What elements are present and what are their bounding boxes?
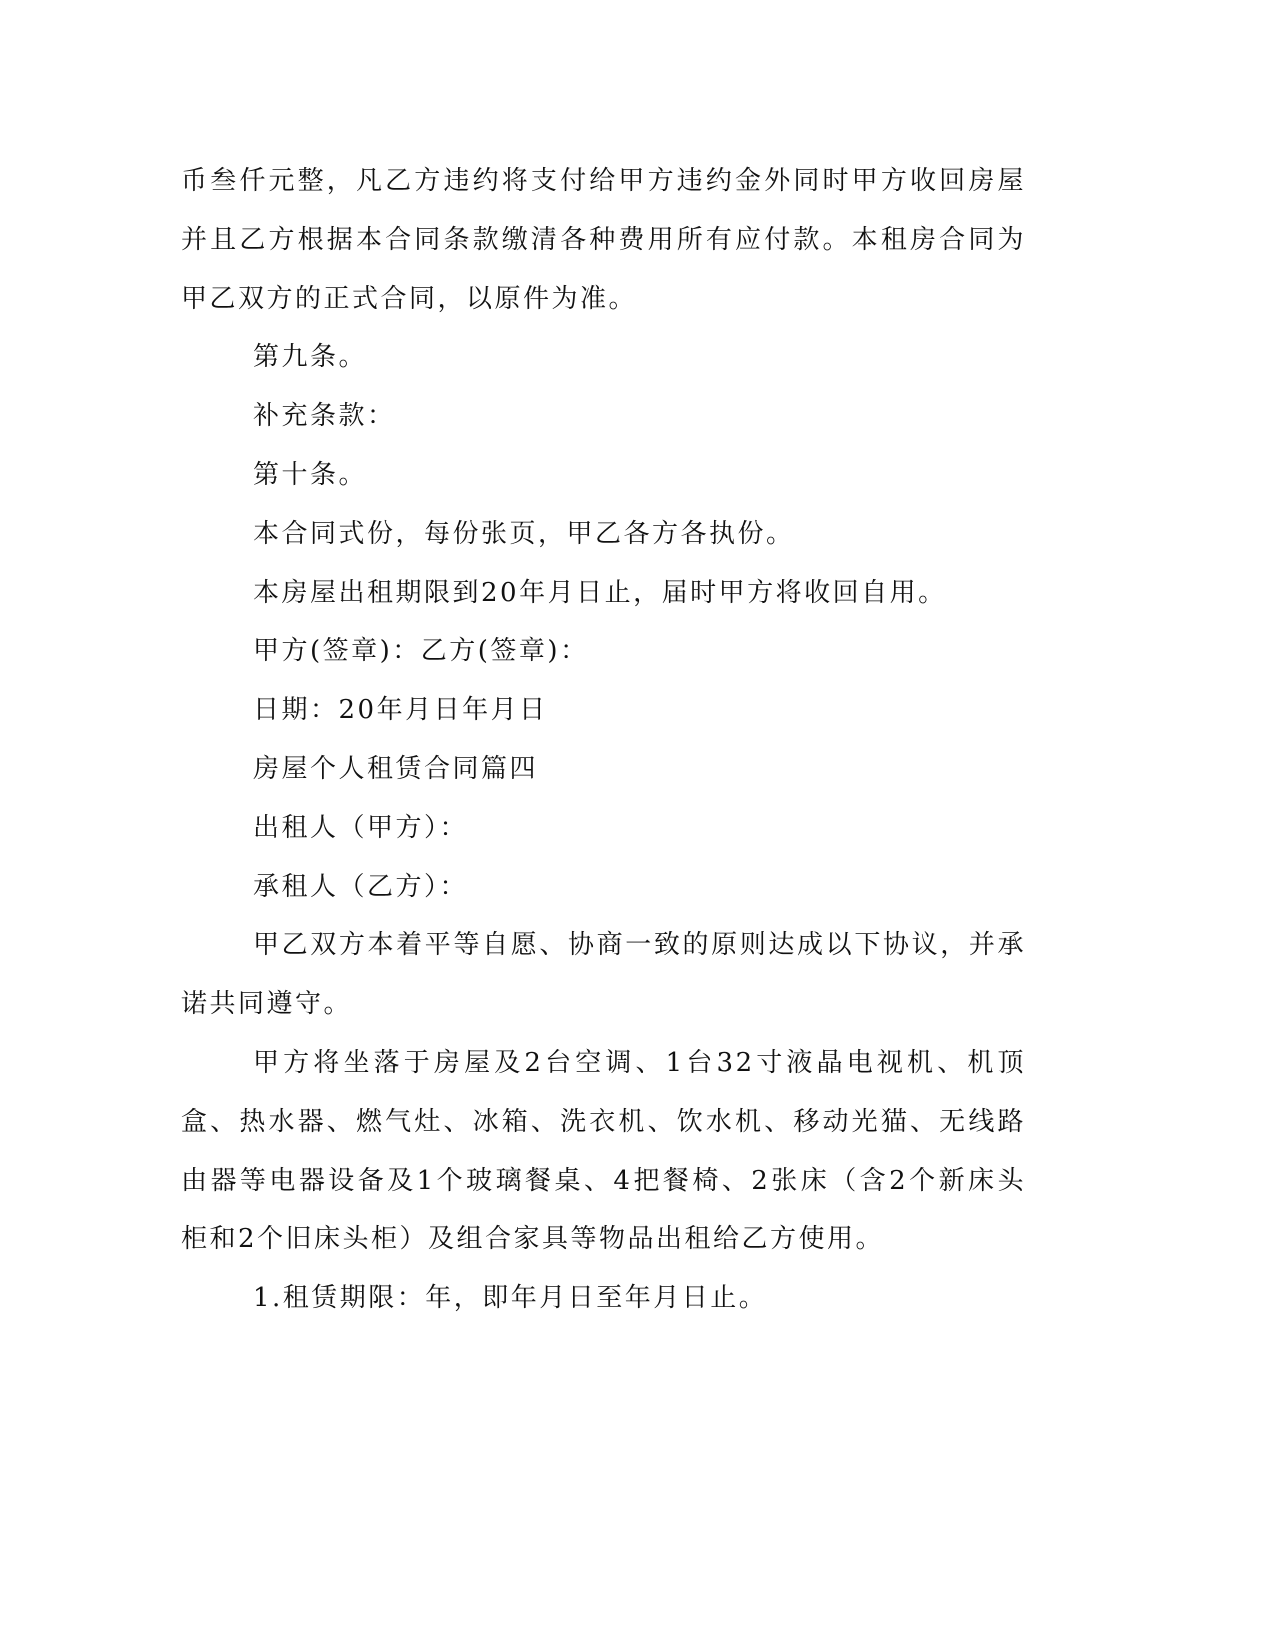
- paragraph-lease-term: 1.租赁期限：年，即年月日至年月日止。: [253, 1283, 768, 1314]
- paragraph-date: 日期：20年月日年月日: [253, 695, 548, 726]
- paragraph-penalty-clause: 币叁仟元整，凡乙方违约将支付给甲方违约金外同时甲方收回房屋并且乙方根据本合同条款缴清各种费用所有应付款。本租房合同为甲乙双方的正式合同，以原件为准。: [181, 166, 1026, 314]
- paragraph-lessee: 承租人（乙方）：: [253, 871, 469, 902]
- paragraph-article-10: 第十条。: [253, 459, 368, 490]
- paragraph-copies: 本合同式份，每份张页，甲乙各方各执份。: [253, 518, 795, 549]
- paragraph-signatures: 甲方(签章)：乙方(签章)：: [253, 636, 589, 667]
- paragraph-lease-end: 本房屋出租期限到20年月日止，届时甲方将收回自用。: [253, 577, 947, 608]
- paragraph-supplementary-terms: 补充条款：: [253, 401, 396, 432]
- paragraph-agreement: 甲乙双方本着平等自愿、协商一致的原则达成以下协议，并承诺共同遵守。: [181, 930, 1026, 1020]
- section-heading: 房屋个人租赁合同篇四: [253, 753, 539, 784]
- paragraph-property-items: 甲方将坐落于房屋及2台空调、1台32寸液晶电视机、机顶盒、热水器、燃气灶、冰箱、洗衣机、饮水机、移动光猫、无线路由器等电器设备及1个玻璃餐桌、4把餐椅、2张床（含2个新床头柜和2个旧床头柜）及组合家具等物品出租给乙方使用。: [181, 1047, 1026, 1255]
- document-body: [181, 152, 1026, 1328]
- paragraph-lessor: 出租人（甲方）：: [253, 812, 469, 843]
- paragraph-article-9: 第九条。: [253, 342, 368, 373]
